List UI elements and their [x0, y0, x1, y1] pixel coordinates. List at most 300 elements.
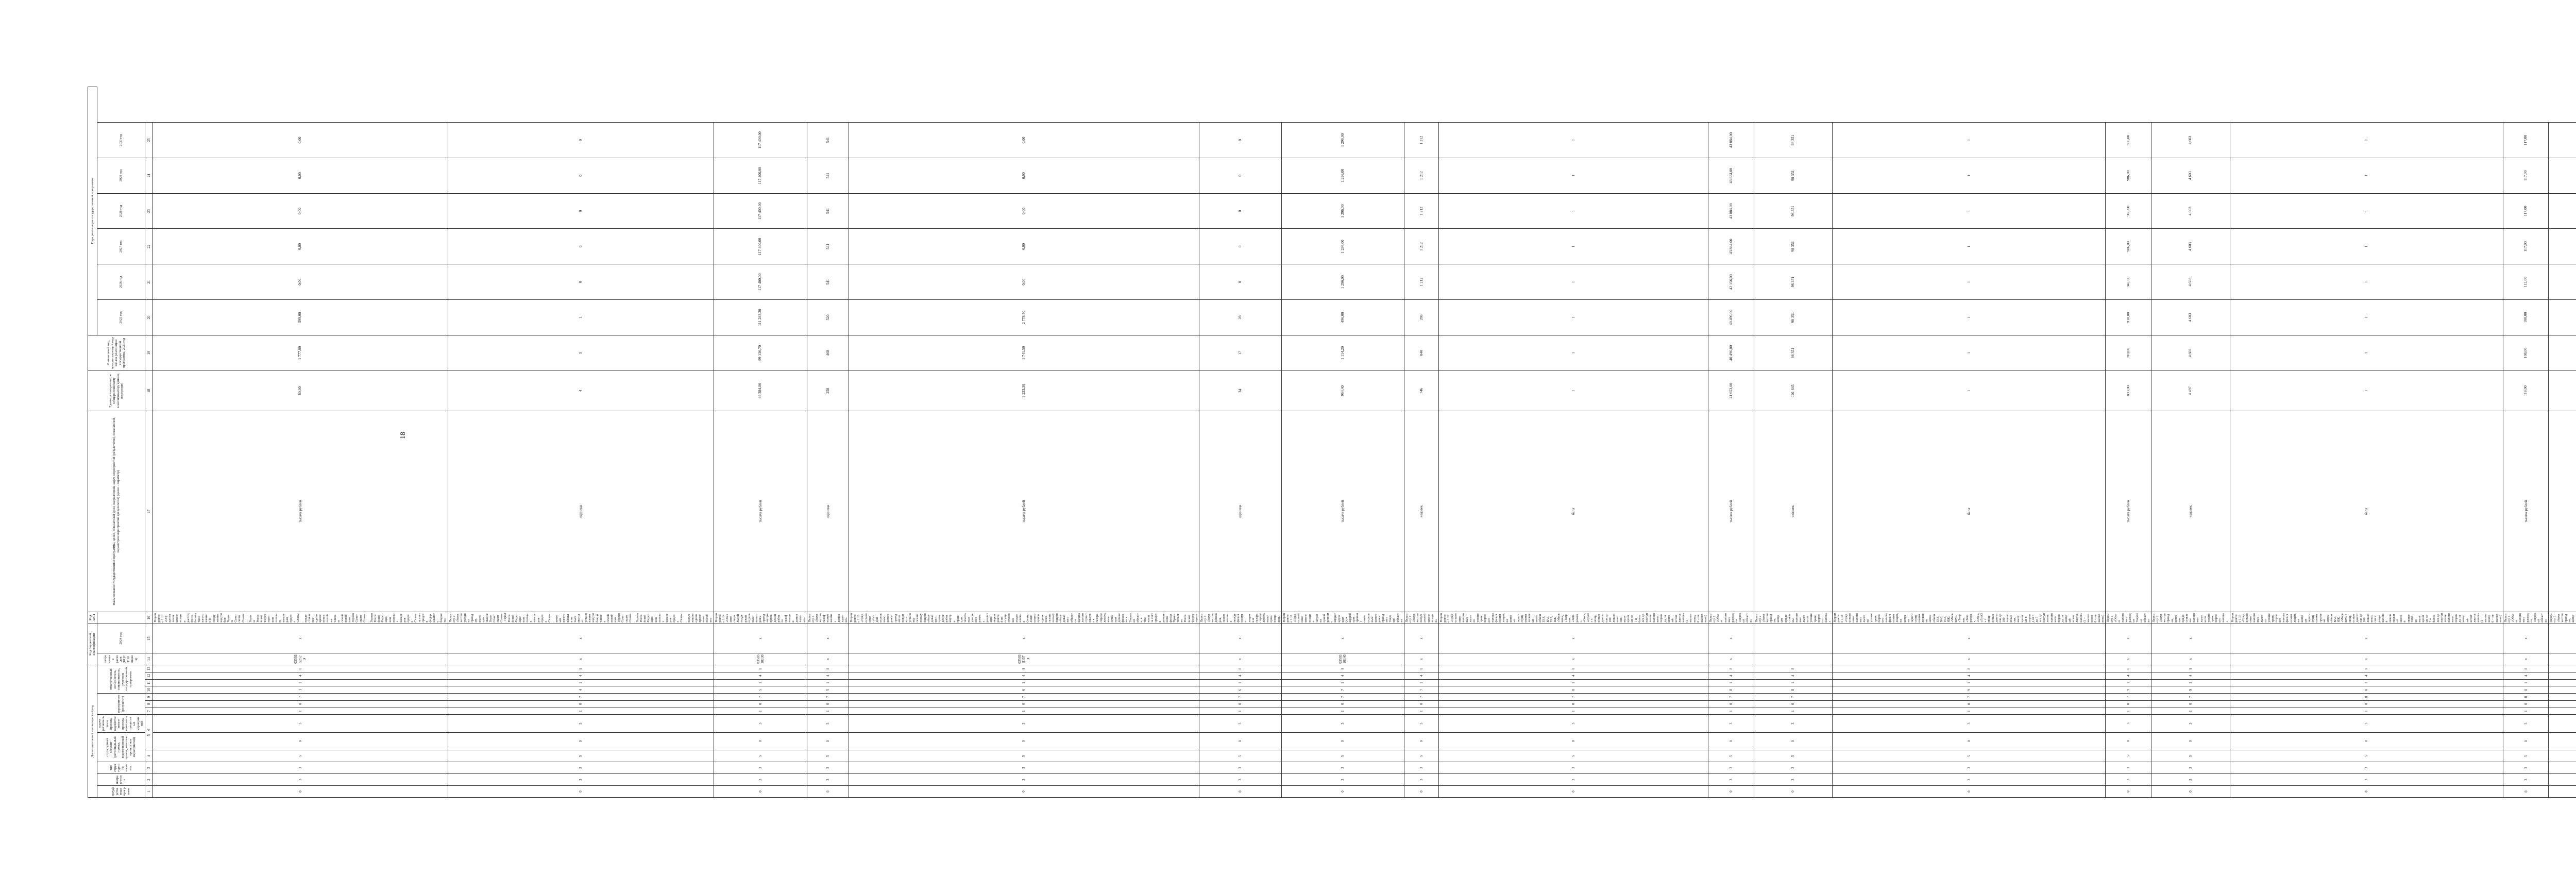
- code-executor-d: [2549, 665, 2576, 672]
- code-measure-a: 1: [1708, 708, 1754, 715]
- code-structural-element-b: 0: [1281, 732, 1404, 750]
- table-row: [807, 87, 849, 798]
- table-row: [2503, 87, 2549, 798]
- code-executor-c: 4: [152, 672, 448, 679]
- code-measure-a: 1: [714, 708, 807, 715]
- row-year-value: 0,00: [849, 229, 1199, 264]
- code-executor-b: 1: [1708, 679, 1754, 686]
- code-structural-element-b: 0: [2106, 732, 2151, 750]
- code-measure-b: 0: [1199, 700, 1281, 708]
- row-year-value: 117 400,00: [714, 158, 807, 193]
- row-year-value: 520: [807, 300, 849, 335]
- row-year-value: 0: [1199, 158, 1281, 193]
- code-executor-d: 8: [2151, 665, 2230, 672]
- code-measure-b: 0: [1708, 700, 1754, 708]
- row-year-value: 986,00: [2106, 122, 2151, 158]
- row-name: Мероприятие 1.19 «Предоставление налоговых льгот по уплате транспортного налога физическим лицам, на которых зарегистрированы грузовые автомобили ВАЗ, ИЖ, «Москвич» с мощностью двигателя до 100 лошадиных сил с разрешенной максимальной массой менее 2000 кг, выпущенные за 5 и более лет до наступления налогового периода, за который исчисляется налог» (1 – выполнено; 0 – не выполнено): [2230, 612, 2503, 624]
- code-structural-element-b: 0: [2230, 732, 2503, 750]
- code-direction: 3: [2106, 774, 2151, 786]
- code-executor-a: 4: [448, 686, 714, 694]
- code-executor-a: 0: [2230, 686, 2503, 694]
- index-cell: 14: [145, 653, 152, 665]
- header-expense-direction: направление расходов (КЦСР 10 знаков): [97, 653, 145, 665]
- code-element-type: 3: [1281, 762, 1404, 774]
- header-spacer: [97, 612, 145, 624]
- row-year-value: 0,00: [849, 264, 1199, 300]
- row-year-value: 1: [2230, 264, 2503, 300]
- code-structural-element-b: 0: [448, 732, 714, 750]
- code-program: 0: [849, 786, 1199, 798]
- code-direction: [2549, 774, 2576, 786]
- code-executor-c: 4: [714, 672, 807, 679]
- row-base-year-value: 4: [448, 371, 714, 411]
- code-element-type: 3: [152, 762, 448, 774]
- header-executor: ответственный исполнитель, соисполнитель, участник государственной программы: [97, 665, 145, 694]
- code-task: 3: [1708, 715, 1754, 732]
- code-measure-a: 1: [807, 708, 849, 715]
- code-structural-element-b: 0: [1438, 732, 1708, 750]
- code-element-type: 3: [807, 762, 849, 774]
- row-base-year-value: 101 645: [1754, 371, 1833, 411]
- code-measure-c: 7: [1708, 694, 1754, 701]
- code-executor-c: 4: [1438, 672, 1708, 679]
- code-executor-b: 1: [849, 679, 1199, 686]
- row-year-value: 0,00: [849, 158, 1199, 193]
- row-year-value: 599,00: [152, 300, 448, 335]
- row-year-value: 1: [1833, 193, 2106, 229]
- row-unit: единица: [807, 411, 849, 612]
- index-row: [145, 87, 152, 798]
- code-executor-c: [2549, 672, 2576, 679]
- row-base-year-value: 746: [1404, 371, 1438, 411]
- row-year-value: 2 778,50: [849, 300, 1199, 335]
- row-year-value: 0,00: [152, 264, 448, 300]
- row-unit: балл: [1833, 411, 2106, 612]
- row-year-value: [2549, 335, 2576, 371]
- code-measure-b: 0: [807, 700, 849, 708]
- code-measure-c: 7: [714, 694, 807, 701]
- code-kcsr: x: [807, 653, 849, 665]
- code-structural-element-a: [2549, 750, 2576, 762]
- code-measure-a: 1: [1833, 708, 2106, 715]
- header-year-2030: 2030 год: [97, 122, 145, 158]
- code-task: 3: [1404, 715, 1438, 732]
- table-row: [1754, 87, 1833, 798]
- row-base-year-value: 1: [1833, 371, 2106, 411]
- code-kcsr: x: [2106, 653, 2151, 665]
- index-cell: 10: [145, 686, 152, 694]
- code-measure-a: 1: [1404, 708, 1438, 715]
- code-aip: x: [849, 624, 1199, 653]
- code-measure-b: 0: [1404, 700, 1438, 708]
- row-year-value: 541: [807, 264, 849, 300]
- index-cell: 3: [145, 762, 152, 774]
- row-base-year-value: 80,00: [152, 371, 448, 411]
- header-task: задача регионального проекта, ведомственного проекта, комплекса процессных мероприятий: [97, 715, 145, 732]
- code-structural-element-a: 5: [849, 750, 1199, 762]
- row-year-value: 117 400,00: [714, 264, 807, 300]
- row-year-value: 117,00: [2503, 229, 2549, 264]
- row-unit: балл: [1438, 411, 1708, 612]
- code-structural-element-a: 5: [2106, 750, 2151, 762]
- header-base-year: Финансовый год, предшествующий году начала реализации государственной программы, 2023 год: [88, 335, 145, 371]
- code-executor-c: 4: [1708, 672, 1754, 679]
- row-year-value: 117 400,00: [714, 193, 807, 229]
- row-year-value: 986,00: [2106, 158, 2151, 193]
- row-unit: человек: [1404, 411, 1438, 612]
- row-year-value: 4 603: [2151, 264, 2230, 300]
- header-direction: направление: [97, 774, 145, 786]
- code-task: 3: [2106, 715, 2151, 732]
- code-executor-c: 4: [448, 672, 714, 679]
- header-unit: Единица измерения (по Общероссийскому классификатору единиц измерения): [88, 371, 145, 411]
- row-name: Параметр 2 «Количество граждан, котор: [2549, 612, 2576, 624]
- code-measure-b: [2549, 700, 2576, 708]
- code-executor-a: 0: [2503, 686, 2549, 694]
- code-measure-c: 7: [1833, 694, 2106, 701]
- code-aip: x: [1833, 624, 2106, 653]
- code-executor-c: 4: [2503, 672, 2549, 679]
- page-number: 18: [399, 432, 407, 439]
- code-aip: x: [1708, 624, 1754, 653]
- code-program: 0: [1708, 786, 1754, 798]
- code-direction: 3: [1281, 774, 1404, 786]
- code-task: 3: [1754, 715, 1833, 732]
- code-direction: 3: [1438, 774, 1708, 786]
- code-measure-a: 1: [2106, 708, 2151, 715]
- table-body: [152, 87, 2576, 798]
- row-year-value: 98 351: [1754, 193, 1833, 229]
- code-executor-a: 8: [1754, 686, 1833, 694]
- code-structural-element-a: 5: [714, 750, 807, 762]
- code-direction: 3: [2151, 774, 2230, 786]
- row-year-value: [2549, 229, 2576, 264]
- table-head: [88, 87, 153, 798]
- code-executor-d: 8: [1754, 665, 1833, 672]
- code-structural-element-a: 5: [1708, 750, 1754, 762]
- code-direction: 3: [849, 774, 1199, 786]
- code-kcsr: x: [2151, 653, 2230, 665]
- row-base-year-value: 258: [807, 371, 849, 411]
- row-name: Параметр 1 «Количество договоров, заключенных между физическими лицами и газораспределительными организациями»: [1199, 612, 1281, 624]
- code-executor-d: 8: [448, 665, 714, 672]
- index-cell: 18: [145, 371, 152, 411]
- table-row: [2549, 87, 2576, 798]
- code-executor-a: 5: [714, 686, 807, 694]
- code-kcsr: x: [1708, 653, 1754, 665]
- code-structural-element-a: 5: [2230, 750, 2503, 762]
- row-year-value: 541: [807, 229, 849, 264]
- code-kcsr: x: [2230, 653, 2503, 665]
- row-year-value: 1 212: [1404, 158, 1438, 193]
- row-base-year-value: 4 497: [2151, 371, 2230, 411]
- row-year-value: 1 777,00: [152, 335, 448, 371]
- code-kcsr: [2549, 653, 2576, 665]
- row-year-value: 1: [1438, 158, 1708, 193]
- code-measure-b: 0: [152, 700, 448, 708]
- index-cell: 11: [145, 679, 152, 686]
- row-year-value: 1 296,00: [1281, 158, 1404, 193]
- row-unit: единица: [1199, 411, 1281, 612]
- code-program: 0: [1404, 786, 1438, 798]
- header-measure: мероприятие (результат): [97, 694, 145, 715]
- table-row: [1438, 87, 1708, 798]
- row-year-value: 986,00: [2106, 229, 2151, 264]
- row-year-value: 0,00: [152, 193, 448, 229]
- row-year-value: 1: [448, 300, 714, 335]
- row-year-value: 108,00: [2503, 300, 2549, 335]
- code-element-type: 3: [2503, 762, 2549, 774]
- row-year-value: 98 351: [1754, 158, 1833, 193]
- row-year-value: 1: [2230, 335, 2503, 371]
- code-executor-d: 8: [152, 665, 448, 672]
- row-year-value: 1: [2230, 122, 2503, 158]
- row-year-value: [2549, 300, 2576, 335]
- row-year-value: 43 884,00: [1708, 158, 1754, 193]
- code-executor-b: 1: [1754, 679, 1833, 686]
- row-name: Мероприятие 1.15 «Предоставление субсидий отдельным категориям граждан на покупку и установку газоиспользующего оборудования и проведение работ внутри границ их земельных участков в рамках реализации мероприятий по осуществлению подключения (технологического присоединения) газоиспользующего оборудования и объектов капитального строительства к газораспределительным сетям при догазификации в Тверской области, в том числе за счет средств резервного фонда Правительства Российской Федерации»: [849, 612, 1199, 624]
- code-task: 3: [2503, 715, 2549, 732]
- code-executor-a: 6: [849, 686, 1199, 694]
- code-executor-a: 9: [1833, 686, 2106, 694]
- code-aip: x: [448, 624, 714, 653]
- code-program: 0: [1833, 786, 2106, 798]
- row-year-value: 1: [1833, 122, 2106, 158]
- row-name: Мероприятие 1.18 «Предоставление налоговых льгот по уплате транспортного налога физическим лицам, на которых зарегистрированы легковые автомобили ГАЗ, ВАЗ, УАЗ, ИЖ, «Москвич», «Таврия», «Запорожец», «Ока», «ЛуАЗ» с мощностью двигателя до 100 лошадиных сил, выпущенные в период от 3 до 7 лет до наступления налогового периода, за который исчисляется налог» (1 – выполнено; 0 – не выполнено): [1833, 612, 2106, 624]
- row-name: Параметр 1 «Объем налоговых расходов Тверской области»: [2503, 612, 2549, 624]
- code-kcsr: x: [1438, 653, 1708, 665]
- row-year-value: 4 603: [2151, 229, 2230, 264]
- code-measure-a: [2549, 708, 2576, 715]
- code-kcsr: x: [1833, 653, 2106, 665]
- code-measure-c: 8: [2230, 694, 2503, 701]
- code-executor-d: 8: [1404, 665, 1438, 672]
- row-year-value: 0,00: [152, 158, 448, 193]
- row-base-year-value: 3 253,30: [849, 371, 1199, 411]
- code-measure-b: 0: [1754, 700, 1833, 708]
- row-year-value: 4 603: [2151, 158, 2230, 193]
- code-executor-a: 9: [2106, 686, 2151, 694]
- code-direction: 3: [1708, 774, 1754, 786]
- code-direction: 3: [2503, 774, 2549, 786]
- row-year-value: 1: [1438, 193, 1708, 229]
- row-year-value: 4 603: [2151, 122, 2230, 158]
- code-aip: x: [807, 624, 849, 653]
- code-executor-d: 8: [2503, 665, 2549, 672]
- row-year-value: 468: [807, 335, 849, 371]
- code-aip: [2549, 624, 2576, 653]
- code-structural-element-a: 5: [807, 750, 849, 762]
- code-kcsr: x: [2503, 653, 2549, 665]
- code-executor-c: 4: [1281, 672, 1404, 679]
- code-aip: x: [2503, 624, 2549, 653]
- code-executor-b: 1: [1281, 679, 1404, 686]
- index-cell: 24: [145, 158, 152, 193]
- code-measure-c: 7: [807, 694, 849, 701]
- code-executor-b: 1: [448, 679, 714, 686]
- code-measure-a: 1: [2151, 708, 2230, 715]
- row-year-value: 0: [1199, 264, 1281, 300]
- code-measure-c: 7: [448, 694, 714, 701]
- row-year-value: 1: [1833, 229, 2106, 264]
- code-executor-d: 8: [1438, 665, 1708, 672]
- row-year-value: 108,00: [2503, 335, 2549, 371]
- row-year-value: 4 603: [2151, 335, 2230, 371]
- row-year-value: 0,00: [849, 122, 1199, 158]
- header-year-2028: 2028 год: [97, 193, 145, 229]
- index-cell: 25: [145, 122, 152, 158]
- code-direction: 3: [1199, 774, 1281, 786]
- row-name: Мероприятие 1.16 «Предоставление компенсации затрат на приобретение корригирующих (для коррекции зрения) очков отдельным категориям граждан в Тверской области»: [1281, 612, 1404, 624]
- row-year-value: 0: [1199, 193, 1281, 229]
- row-base-year-value: 1: [1438, 371, 1708, 411]
- row-base-year-value: 34: [1199, 371, 1281, 411]
- code-structural-element-a: 5: [1199, 750, 1281, 762]
- row-name: Мероприятие 1.13 «Осуществление компенсации расходов на бесплатное изготовление и сооружение надгробия Героям Советского Союза, Героям Российской Федерации или полным кавалерам ордена Славы, предоставление единовременного пособия членам семей погибших Героев Советского Союза, Героев Российской Федерации или полных кавалеров ордена Славы за счет средств федерального бюджета»: [152, 612, 448, 624]
- code-executor-c: 4: [807, 672, 849, 679]
- row-year-value: 98 351: [1754, 300, 1833, 335]
- code-measure-a: 1: [1754, 708, 1833, 715]
- row-year-value: 1: [1833, 158, 2106, 193]
- index-cell: 4: [145, 750, 152, 762]
- row-year-value: 99 136,70: [714, 335, 807, 371]
- code-task: 3: [1438, 715, 1708, 732]
- index-cell-pair: 5 6: [145, 715, 152, 750]
- table-row: [1281, 87, 1404, 798]
- code-executor-b: 1: [1404, 679, 1438, 686]
- code-executor-a: 7: [1404, 686, 1438, 694]
- code-program: [2549, 786, 2576, 798]
- code-aip: x: [2230, 624, 2503, 653]
- code-structural-element-b: 0: [1708, 732, 1754, 750]
- code-structural-element-a: 5: [448, 750, 714, 762]
- code-measure-b: 0: [2151, 700, 2230, 708]
- code-executor-d: 8: [1199, 665, 1281, 672]
- code-measure-a: 1: [152, 708, 448, 715]
- code-aip: x: [1438, 624, 1708, 653]
- row-year-value: 1: [1833, 264, 2106, 300]
- code-kcsr: 035038157Э: [849, 653, 1199, 665]
- row-name: Параметр 1 «Объем налоговых расходов Тверской области»: [2106, 612, 2151, 624]
- row-base-year-value: 41 653,00: [1708, 371, 1754, 411]
- code-executor-b: 1: [2151, 679, 2230, 686]
- code-executor-d: 8: [1708, 665, 1754, 672]
- code-measure-a: 1: [2230, 708, 2503, 715]
- index-cell: 20: [145, 300, 152, 335]
- code-aip: x: [2151, 624, 2230, 653]
- row-year-value: 986,00: [2106, 193, 2151, 229]
- code-measure-a: 1: [849, 708, 1199, 715]
- code-structural-element-a: 5: [152, 750, 448, 762]
- code-executor-d: 8: [1281, 665, 1404, 672]
- index-cell: 22: [145, 229, 152, 264]
- row-year-value: 1 296,00: [1281, 229, 1404, 264]
- code-executor-c: 4: [2106, 672, 2151, 679]
- code-executor-c: 4: [849, 672, 1199, 679]
- code-measure-b: 0: [714, 700, 807, 708]
- table-row: [1199, 87, 1281, 798]
- code-task: 3: [1281, 715, 1404, 732]
- code-measure-c: 7: [1438, 694, 1708, 701]
- row-name: Мероприятие 1.14 «Оказание социальной поддержки отдельным категориям граждан при проведении работ по газификации домовладений»: [714, 612, 807, 624]
- index-cell: 1: [145, 786, 152, 798]
- row-name: Параметр 1 «Количество умерших граждан, имеющих звание Героя Советского Союза, Героя Российской Федерации или полных кавалеров ордена Славы, которым изготовлены и на чьих могилах установлены надгробия, и членов семей погибших Героев Советского Союза, Героев Российской Федерации или полных кавалеров ордена Славы, получивших единовременное пособие»: [448, 612, 714, 624]
- code-direction: 3: [714, 774, 807, 786]
- row-year-value: 1: [1833, 300, 2106, 335]
- row-year-value: 43 884,00: [1708, 229, 1754, 264]
- code-structural-element-b: 0: [2151, 732, 2230, 750]
- code-element-type: 3: [448, 762, 714, 774]
- row-base-year-value: 1: [2230, 371, 2503, 411]
- row-year-value: 840: [1404, 335, 1438, 371]
- row-unit: тысяча рублей: [1281, 411, 1404, 612]
- code-structural-element-a: 5: [1438, 750, 1708, 762]
- row-year-value: 40 496,00: [1708, 335, 1754, 371]
- row-year-value: 98 351: [1754, 229, 1833, 264]
- code-structural-element-a: 5: [1833, 750, 2106, 762]
- row-base-year-value: [2549, 371, 2576, 411]
- code-measure-b: 0: [2503, 700, 2549, 708]
- row-year-value: 1 212: [1404, 229, 1438, 264]
- code-structural-element-a: 5: [1281, 750, 1404, 762]
- row-name: Параметр 1 «Количество газифицированных домовладений»: [807, 612, 849, 624]
- index-cell: 21: [145, 264, 152, 300]
- row-unit: балл: [2230, 411, 2503, 612]
- row-base-year-value: 893,00: [2106, 371, 2151, 411]
- code-direction: 3: [807, 774, 849, 786]
- row-year-value: 0: [448, 122, 714, 158]
- code-kcsr: 0350310130: [714, 653, 807, 665]
- row-unit: тысяча рублей: [849, 411, 1199, 612]
- code-task: 3: [2151, 715, 2230, 732]
- row-unit: тысяча рублей: [2106, 411, 2151, 612]
- index-cell: 8: [145, 700, 152, 708]
- index-cell: 13: [145, 665, 152, 672]
- code-element-type: 3: [849, 762, 1199, 774]
- code-program: 0: [448, 786, 714, 798]
- row-year-value: 288: [1404, 300, 1438, 335]
- code-task: 3: [448, 715, 714, 732]
- row-unit: тысяча рублей: [152, 411, 448, 612]
- code-element-type: 3: [1833, 762, 2106, 774]
- index-cell: 2: [145, 774, 152, 786]
- code-direction: 3: [2230, 774, 2503, 786]
- code-program: 0: [2106, 786, 2151, 798]
- code-measure-c: 7: [1199, 694, 1281, 701]
- row-year-value: 1 212: [1404, 122, 1438, 158]
- code-executor-c: 4: [1754, 672, 1833, 679]
- code-program: 0: [1438, 786, 1708, 798]
- code-executor-b: 1: [1199, 679, 1281, 686]
- index-cell: 19: [145, 335, 152, 371]
- row-year-value: 117 400,00: [714, 229, 807, 264]
- row-year-value: 0: [448, 264, 714, 300]
- index-cell: 7: [145, 708, 152, 715]
- code-executor-a: 8: [1708, 686, 1754, 694]
- header-name: Наименование государственной программы, целей, показателей цели, направлений, задач, мероприятий (результатов), показателей, параметров мероприятий (результатов) (далее - параметр): [88, 411, 145, 612]
- row-year-value: 1 296,00: [1281, 122, 1404, 158]
- row-year-value: 4 603: [2151, 300, 2230, 335]
- row-year-value: 1: [1438, 229, 1708, 264]
- code-executor-d: 8: [807, 665, 849, 672]
- code-executor-b: 1: [2503, 679, 2549, 686]
- row-year-value: 1 114,20: [1281, 335, 1404, 371]
- row-year-value: 43 884,00: [1708, 193, 1754, 229]
- table-row: [448, 87, 714, 798]
- row-year-value: 1: [1438, 122, 1708, 158]
- table-row: [2106, 87, 2151, 798]
- code-executor-b: 1: [807, 679, 849, 686]
